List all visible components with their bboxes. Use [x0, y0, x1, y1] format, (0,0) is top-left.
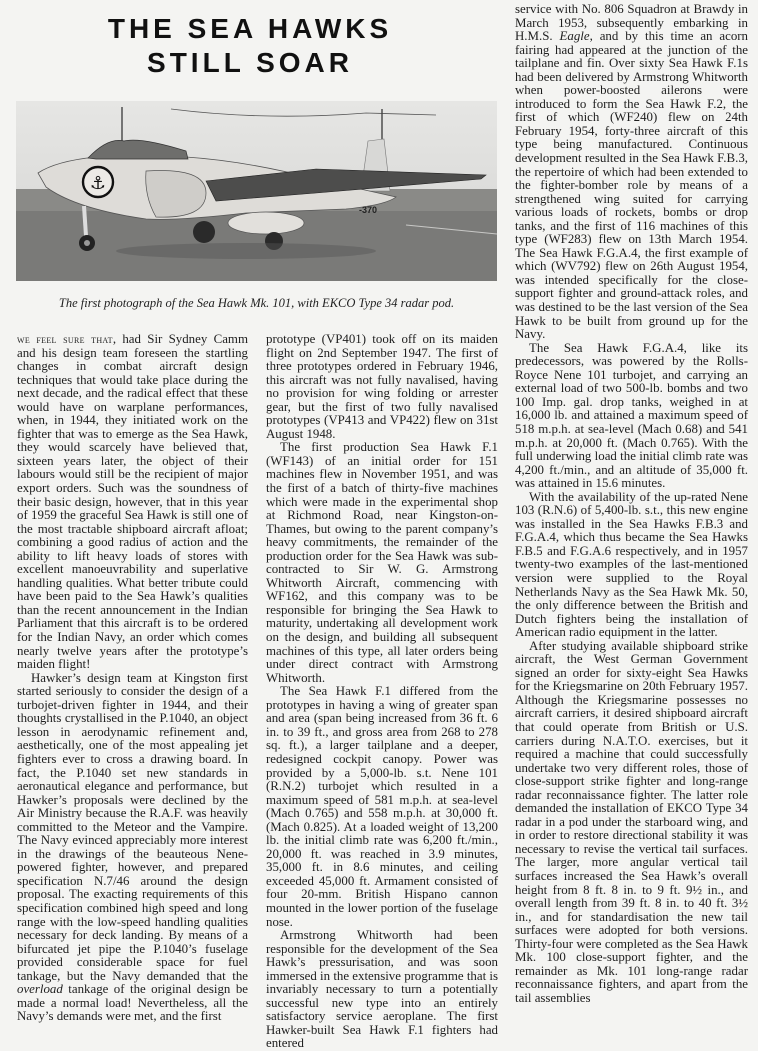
- paragraph: With the availability of the up-rated Nene 103 (R.N.6) of 5,400-lb. s.t., this new engine was installed in the Sea Hawks F.B.3 and F.G.A.4, which thus became the Sea Hawks F.B.5 and F.G.A.6 respectively, and in 1957 twenty-two examples of the last-mentioned version were supplied to the Royal Netherlands Navy as the Sea Hawk Mk. 50, the only difference between the British and Dutch fighters being the installation of American radio equipment in the latter.: [515, 489, 748, 640]
- aircraft-photo: [16, 101, 497, 281]
- paragraph: we feel sure that, had Sir Sydney Camm and his design team foreseen the startling changes in combat aircraft design techniques that would take place during the next decade, and the radical effect that these would have on warplane performances, when, in 1944, they initiated work on the fighter that was to emerge as the Sea Hawk, they would scarcely have believed that, sixteen years later, the object of their labours would still be the recipient of major export orders. Such was the soundness of their basic design, however, that in this year of 1959 the graceful Sea Hawk is still one of the most tractable shipboard aircraft afloat; combining a good radius of action and the ability to lift heavy loads of stores with excellent manoeuvrability and superlative handling qualities. What better tribute could have been paid to the Sea Hawk’s qualities than the recent announcement in the Indian Parliament that this aircraft is to be ordered for the Indian Navy, an order which comes nearly twelve years after the prototype’s maiden flight!: [17, 332, 248, 672]
- paragraph: service with No. 806 Squadron at Brawdy in March 1953, subsequently embarking in H.M.S. Eagle, and by this time an acorn fairing had appeared at the junction of the tailplane and fin. Over sixty Sea Hawk F.1s had been delivered by Armstrong Whitworth when power-boosted ailerons were introduced to form the Sea Hawk F.2, the first of which (WF240) flew on 24th February 1954, forty-three aircraft of this type being manufactured. Continuous development resulted in the Sea Hawk F.B.3, the repertoire of which had been extended to the fighter-bomber role by means of a strengthened wing suited for carrying various loads of rockets, bombs or drop tanks, and the first of 116 machines of this type (WF283) flew on 13th March 1954. The Sea Hawk F.G.A.4, the first example of which (WV792) flew on 26th August 1954, was intended specifically for the close-support fighter and ground-attack roles, and was destined to be the last version of the Sea Hawk to be built from ground up for the Navy.: [515, 2, 749, 342]
- paragraph: The Sea Hawk F.G.A.4, like its predecessors, was powered by the Rolls-Royce Nene 101 turbojet, and carrying an external load of two 500-lb. bombs and two 100 Imp. gal. drop tanks, weighed in at 16,000 lb. and attained a maximum speed of 518 m.p.h. at sea-level (Mach 0.68) and 541 m.p.h. at 20,000 ft. (Mach 0.765). With the full underwing load the initial climb rate was 4,200 ft./min., and an altitude of 35,000 ft. was attained in 15.6 minutes.: [515, 340, 748, 491]
- paragraph: The first production Sea Hawk F.1 (WF143) of an initial order for 151 machines flew in November 1951, and was the first of a batch of thirty-five machines which were made in the experimental shop at Richmond Road, near Kingston-on-Thames, but owing to the parent company’s heavy commitments, the remainder of the production order for the Sea Hawk was sub-contracted to Sir W. G. Armstrong Whitworth Aircraft, commencing with WF162, and this company was to be responsible for bringing the Sea Hawk to maturity, undertaking all development work on the design, and building all subsequent machines of this type, all later orders being under direct contract with Armstrong Whitworth.: [266, 440, 498, 685]
- emphasis: overload: [17, 982, 63, 997]
- text-column-1: [17, 333, 248, 1024]
- lead-in: we feel sure that: [17, 332, 113, 346]
- text-column-3: [515, 3, 748, 1005]
- paragraph: Armstrong Whitworth had been responsible for the development of the Sea Hawk’s pressurisation, and was soon immersed in the extensive programme that is invariably necessary to turn a potentially successful new type into an entirely satisfactory service aeroplane. The first Hawker-built Sea Hawk F.1 fighters had entered: [266, 928, 498, 1051]
- svg-text:-370: -370: [359, 205, 378, 215]
- svg-text:⚓: ⚓: [89, 173, 107, 194]
- article-title: [60, 12, 440, 80]
- paragraph: prototype (VP401) took off on its maiden flight on 2nd September 1947. The first of three prototypes ordered in February 1946, this aircraft was not fully navalised, having no provision for wing folding or arrester gear, but the first of two fully navalised prototypes (VP413 and VP422) flew on 31st August 1948.: [266, 332, 498, 441]
- title-line-2: STILL SOAR: [147, 47, 353, 78]
- paragraph: After studying available shipboard strike aircraft, the West German Government signed an order for sixty-eight Sea Hawks for the Kriegsmarine on 20th February 1957. Although the Kriegsmarine possesses no aircraft carriers, it desired shipboard aircraft that could operate from British or U.S. carriers during N.A.T.O. exercises, but it required a machine that could successfully undertake two very different roles, those of close-support strike fighter and long-range radar reconnaissance fighter. The latter role demanded the installation of EKCO Type 34 radar in a pod under the starboard wing, and in order to restore directional stability it was necessary to revise the vertical tail surfaces. The larger, more angular vertical tail surfaces increased the Sea Hawk’s overall height from 8 ft. 8 in. to 9 ft. 9½ in., and overall length from 39 ft. 8 in. to 40 ft. 3½ in., and for standardisation the new tail surfaces were adopted for both versions. Thirty-four were completed as the Sea Hawk Mk. 100 close-support fighter, and the remainder as Mk. 101 long-range radar reconnaissance fighters, and apart from the tail assemblies: [515, 638, 748, 1005]
- title-line-1: THE SEA HAWKS: [107, 13, 393, 44]
- photo-caption: The first photograph of the Sea Hawk Mk. 101, with EKCO Type 34 radar pod.: [58, 296, 455, 310]
- ship-name: Eagle: [559, 29, 590, 44]
- paragraph: The Sea Hawk F.1 differed from the prototypes in having a wing of greater span and area (span being increased from 36 ft. 6 in. to 39 ft., and gross area from 268 to 278 sq. ft.), a larger tailplane and a deeper, redesigned cockpit canopy. Power was provided by a 5,000-lb. s.t. Nene 101 (R.N.2) turbojet which resulted in a maximum speed of 581 m.p.h. at sea-level (Mach 0.765) and 558 m.p.h. at 30,000 ft. (Mach 0.825). At a loaded weight of 13,200 lb. the initial climb rate was 6,200 ft./min., 20,000 ft. was reached in 3.9 minutes, 35,000 ft. in 8.6 minutes, and ceiling exceeded 45,000 ft. Armament consisted of four 20-mm. British Hispano cannon mounted in the lower portion of the fuselage nose.: [266, 684, 498, 929]
- sea-hawk-aircraft-illustration: [16, 101, 497, 281]
- paragraph: Hawker’s design team at Kingston first started seriously to consider the design of a turbojet-driven fighter in 1944, and their thoughts crystallised in the P.1040, an object lesson in aerodynamic refinement and, aesthetically, one of the most appealing jet fighters ever to cross a drawing board. In fact, the P.1040 set new standards in aeronautical elegance and performance, but Hawker’s proposals were declined by the Air Ministry because the R.A.F. was heavily committed to the Meteor and the Vampire. The Navy evinced appreciably more interest in the drawings of the beauteous Nene-powered fighter, however, and prepared specification N.7/46 around the design proposal. The exacting requirements of this specification combined high speed and long range with the low-speed handling qualities necessary for deck landing. By means of a bifurcated jet pipe the P.1040’s fuselage provided considerable space for fuel tankage, but the Navy demanded that the overload tankage of the original design be made a normal load! Nevertheless, all the Navy’s demands were met, and the first: [17, 670, 248, 1024]
- text-column-2: [266, 333, 498, 1051]
